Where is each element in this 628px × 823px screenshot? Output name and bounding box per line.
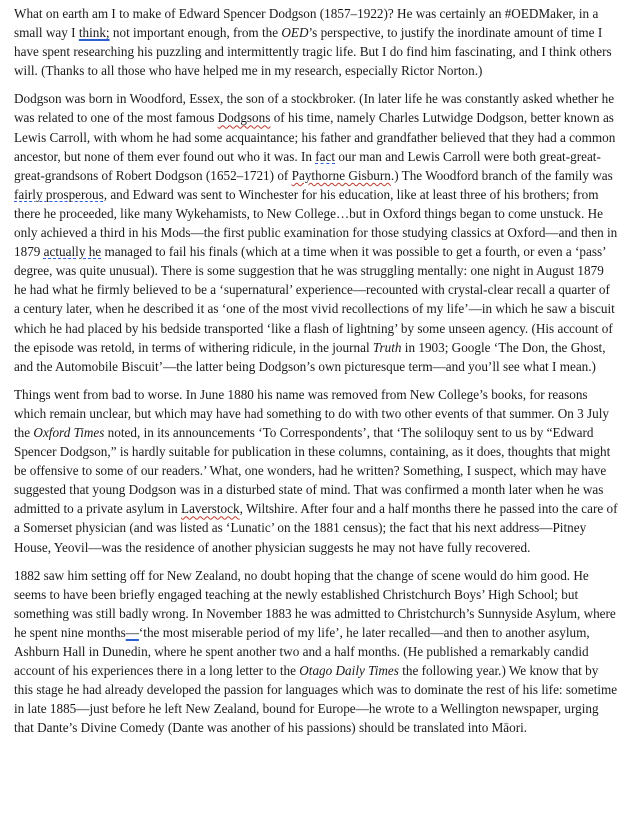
text-run: managed to fail his finals (which at a time when it was possible to get a fourth, or even a ‘pass’ degree, was quite unusual). There is some suggestion that he was struggling mentally: one night in August 1879 he had what he firmly believed to be a ‘supernatural’ experience—recounted with crystal-clear recall a quarter of a century later, when he described it as ‘one of the most vivid recollections of my life’—in which he saw a biscuit which he had placed by his bedside transported ‘like a flash of lightning’ by some unseen agency. (His account of the episode was retold, in terms of withering ridicule, in the journal bbox=[14, 244, 615, 355]
spelling-flag: Paythorne Gisburn bbox=[291, 167, 391, 183]
text-run: noted, in its announcements ‘To Correspondents’, that ‘The soliloquy sent to us by “Edward Spencer Dodgson,” is hardly suitable for publication in these columns, containing, as it does, thoughts that might be offensive to some of our readers.’ What, one wonders, had he written? Something, I suspect, which may have suggested that young Dodgson was in a disturbed state of mind. That was confirmed a month later when he was admitted to a private asylum in bbox=[14, 424, 611, 517]
text-run: our man and Lewis Carroll were both great-great-great-grandsons of Robert Dodgson (1652–1721) of bbox=[14, 148, 601, 183]
paragraph-asylum-1880 bbox=[14, 385, 618, 557]
text-run: Things went from bad to worse. In June 1880 his name was removed from New College’s books, for reasons which remain unclear, but which may have had something to do with two other events of that summer. On 3 July the bbox=[14, 386, 609, 440]
text-run: ‘the most miserable period of my life’, he later recalled—and then to another asylum, Ashburn Hall in Dunedin, where he spent another two and a half months. (He published a remarkably candid account of his experiences there in a long letter to the bbox=[14, 624, 590, 679]
text-run: the following year.) We know that by this stage he had already developed the passion for languages which was to dominate the rest of his life: sometime in late 1885—just before he left New Zealand, bound for Europe—he wrote to a Wellington newspaper, urging that Dante’s Divine Comedy (Dante was another of his passions) should be translated into Māori. bbox=[14, 663, 618, 736]
text-run: What on earth am I to make of Edward Spencer Dodgson (1857–1922)? He was certainly an #OEDMaker, in a small way I bbox=[14, 6, 599, 41]
paragraph-intro bbox=[14, 4, 618, 80]
spelling-flag: Laverstock bbox=[181, 501, 240, 517]
italic-title: Truth bbox=[372, 339, 402, 355]
spelling-flag: Dodgsons bbox=[217, 110, 271, 126]
text-run: Dodgson was born in Woodford, Essex, the son of a stockbroker. (In later life he was constantly asked whether he was related to one of the most famous bbox=[14, 91, 615, 126]
text-run: not important enough, from the bbox=[109, 25, 282, 41]
grammar-flag: actually he bbox=[43, 244, 102, 260]
text-run: , Wiltshire. After four and a half months there he passed into the care of a Somerset physician (and was listed as ‘Lunatic’ on the 1881 census); the fact that his next address—Pitney House, Yeovil—was the residence of another physician suggests he may not have fully recovered. bbox=[14, 501, 618, 555]
paragraph-early-life bbox=[14, 89, 618, 375]
text-run: .) The Woodford branch of the family was bbox=[390, 167, 613, 183]
underlined-text: — bbox=[125, 624, 139, 640]
paragraph-new-zealand bbox=[14, 566, 618, 738]
text-run: 1882 saw him setting off for New Zealand, no doubt hoping that the change of scene would do him good. He seems to have been briefly engaged teaching at the newly established Christchurch Boys’ High School; but something was still badly wrong. In November 1883 he was admitted to Christchurch’s Sunnyside Asylum, where he spent nine months bbox=[14, 567, 616, 640]
italic-title: Oxford Times bbox=[33, 424, 105, 440]
text-run: of his time, namely Charles Lutwidge Dodgson, better known as Lewis Carroll, with whom he had some acquaintance; his father and grandfather believed that they had a common ancestor, but none of them ever found out who it was. In bbox=[14, 110, 616, 164]
text-run: , and Edward was sent to Winchester for his education, like at least three of his brothers; from there he proceeded, like many Wykehamists, to New College…but in Oxford things began to come unstuck. He only achieved a third in his Mods—the first public examination for those studying classics at Oxford—and then in 1879 bbox=[14, 186, 618, 260]
text-run: ’s perspective, to justify the inordinate amount of time I have spent researching his puzzling and intermittently tragic life. But I do find him fascinating, and I think others will. (Thanks to all those who have helped me in my research, especially Rictor Norton.) bbox=[14, 25, 612, 79]
grammar-flag: fact bbox=[315, 148, 336, 164]
grammar-flag: fairly prosperous bbox=[14, 186, 104, 202]
text-run: in 1903; Google ‘The Don, the Ghost, and the Automobile Biscuit’—the latter being Dodgson’s own picturesque term—and you’ll see what I mean.) bbox=[14, 339, 606, 374]
italic-title: OED bbox=[281, 25, 309, 41]
underlined-text: think; bbox=[78, 25, 110, 41]
italic-title: Otago Daily Times bbox=[299, 663, 399, 679]
